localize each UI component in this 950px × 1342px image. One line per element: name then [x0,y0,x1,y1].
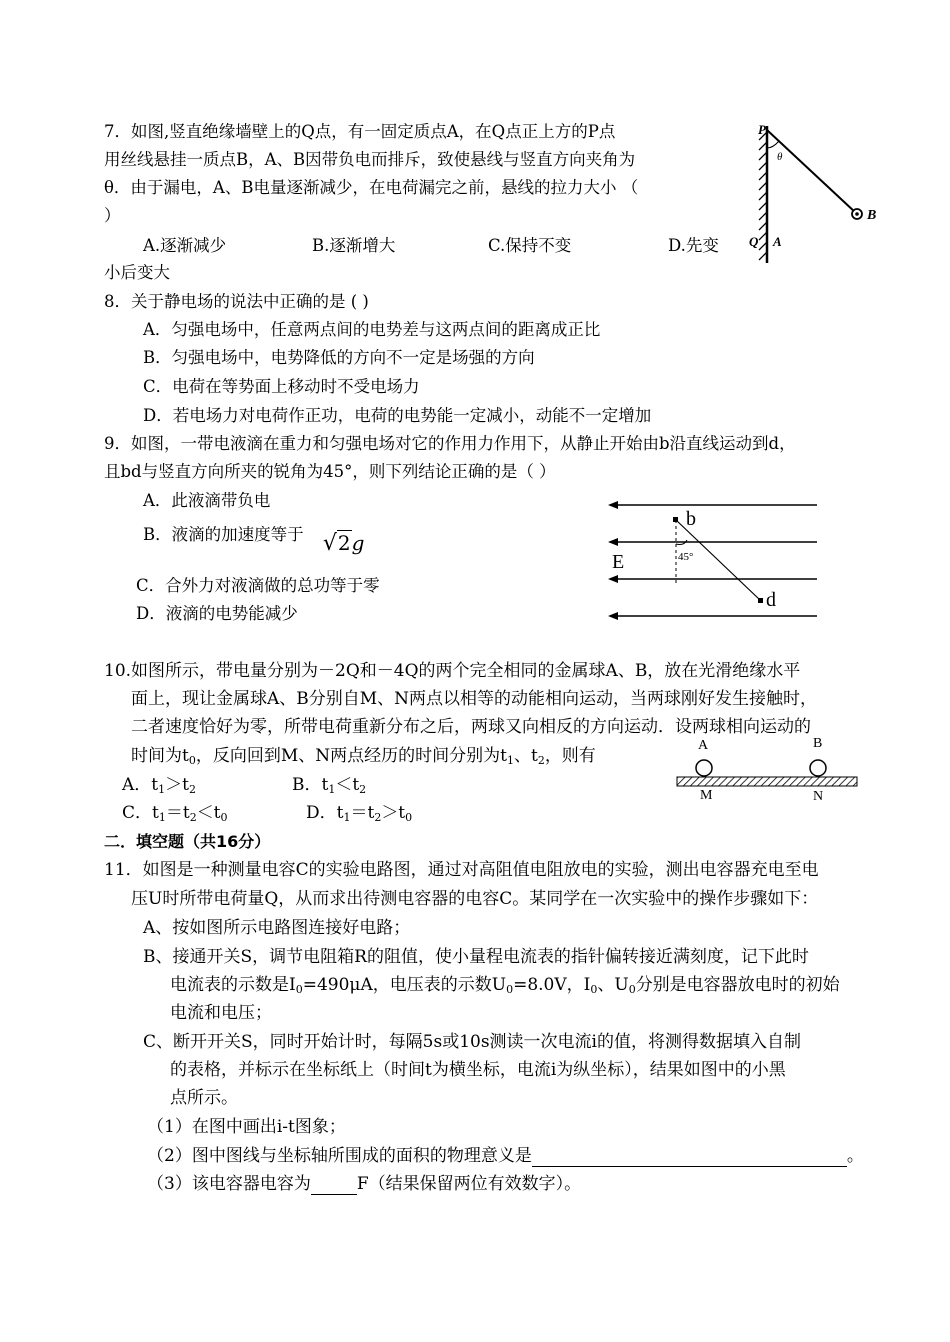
q10-opt-d-pre: D．t [306,803,344,823]
q10-line-1: 10.如图所示，带电量分别为－2Q和－4Q的两个完全相同的金属球A、B，放在光滑绝缘水平 [104,661,801,681]
q11-step-b-2-c: =8.0V，I [513,975,591,995]
q9-line-2: 且bd与竖直方向所夹的锐角为45°，则下列结论正确的是（ ） [104,462,556,481]
q7-line-2: 用丝线悬挂一质点B，A、B因带负电而排斥，致使悬线与竖直方向夹角为 [104,150,636,169]
q11-step-b-2-e: 分别是电容器放电时的初始 [635,975,840,995]
q10-line-4-b: ，反向回到M、N两点经历的时间分别为t [195,746,507,766]
sqrt-sign-icon: √ [322,531,337,556]
q9-label-angle: 45° [678,551,694,563]
q11-step-b-2-a: 电流表的示数是I [170,975,296,995]
q7-line-3: θ．由于漏电，A、B电量逐渐减少，在电荷漏完之前，悬线的拉力大小 （ [104,178,639,197]
q10-label-b: B [813,736,823,751]
q9-option-d: D．液滴的电势能减少 [136,604,298,623]
q10-opt-d-mid: ＝t [350,803,375,823]
q10-option-a [122,774,196,801]
q9-sqrt-radicand: 2 [337,531,351,555]
q7-label-a: A [773,234,782,249]
q10-opt-d-rel: ＞t [381,803,406,823]
q10-line-4 [131,745,596,772]
q11-step-b-2-d: 、U [597,975,629,995]
section-2-title: 二．填空题（共16分） [104,832,271,851]
q9-line-1: 9．如图，一带电液滴在重力和匀强电场对它的作用力作用下，从静止开始由b沿直线运动到d， [104,434,796,453]
q11-sub-i0: 0 [295,983,303,996]
q11-sub-i0b: 0 [590,983,598,996]
q10-opt-b-sub1: 1 [328,783,336,796]
q8-stem: 8．关于静电场的说法中正确的是 ( ) [104,292,369,311]
q9-option-b-text: B．液滴的加速度等于 [143,525,304,544]
q11-answer-blank-3[interactable] [311,1176,357,1195]
q10-opt-d-sub2: 2 [374,811,382,824]
q10-opt-c-sub1: 1 [158,811,166,824]
q11-sub-question-1: （1）在图中画出i-t图象； [147,1117,346,1137]
q7-line-1: 7．如图,竖直绝缘墙壁上的Q点，有一固定质点A，在Q点正上方的P点 [104,122,616,141]
q10-opt-c-sub0: 0 [220,811,228,824]
q10-line-2: 面上，现让金属球A、B分别自M、N两点以相等的动能相向运动，当两球刚好发生接触时， [131,689,818,709]
q7-label-b: B [867,208,877,223]
q11-sub-3-b: F（结果保留两位有效数字）。 [356,1174,582,1194]
q9-label-d: d [766,589,776,611]
q11-answer-blank-2[interactable] [532,1148,847,1167]
q10-option-d [306,802,412,829]
q7-option-d: D.先变 [668,236,719,255]
q8-option-a: A．匀强电场中，任意两点间的电势差与这两点间的距离成正比 [143,320,601,339]
q10-option-c [122,802,228,829]
q9-label-b: b [686,508,696,530]
q10-opt-b-rel: ＜t [335,775,360,795]
q7-label-p: P [758,122,766,137]
q11-sub-question-2 [147,1145,864,1167]
q11-step-b-3: 电流和电压； [170,1003,272,1023]
q10-opt-b-sub2: 2 [359,783,367,796]
q10-label-m: M [700,788,713,803]
q11-step-c-1: C、断开开关S，同时开始计时，每隔5s或10s测读一次电流i的值，将测得数据填入自制 [143,1032,801,1052]
q10-sub-0: 0 [188,754,196,767]
q9-option-a: A．此液滴带负电 [143,491,271,510]
q9-field-figure [600,490,825,630]
q7-option-a: A.逐渐减少 [143,236,227,255]
q11-sub-2-text: （2）图中图线与坐标轴所围成的面积的物理意义是 [147,1146,532,1166]
q11-sub-2-end: 。 [846,1146,864,1166]
q7-label-theta: θ [777,151,783,163]
q10-opt-c-rel: ＜t [196,803,221,823]
q11-step-b-2 [170,974,840,1001]
q10-balls-figure [672,733,862,805]
q10-opt-a-sub2: 2 [188,783,196,796]
q11-sub-3-a: （3）该电容器电容为 [147,1174,311,1194]
q11-step-b-2-b: =490μA，电压表的示数U [302,975,507,995]
q9-sqrt-var: g [351,531,365,555]
q9-option-c: C．合外力对液滴做的总功等于零 [136,576,380,595]
q11-step-b-1: B、接通开关S，调节电阻箱R的阻值，使小量程电流表的指针偏转接近满刻度，记下此时 [143,947,809,967]
q11-sub-u0b: 0 [628,983,636,996]
q9-sqrt-formula [323,532,365,555]
q8-option-d: D．若电场力对电荷作正功，电荷的电势能一定减小，动能不一定增加 [143,406,652,425]
q10-opt-d-sub1: 1 [343,811,351,824]
q10-option-b [292,774,366,801]
q10-line-4-c: 、t [513,746,538,766]
q11-step-a: A、按如图所示电路图连接好电路； [143,918,411,938]
q11-step-c-2: 的表格，并标示在坐标纸上（时间t为横坐标，电流i为纵坐标），结果如图中的小黑 [170,1060,786,1080]
q9-label-e: E [612,551,625,573]
q10-line-4-a: 时间为t [131,746,189,766]
q8-option-c: C．电荷在等势面上移动时不受电场力 [143,377,420,396]
q7-option-d-tail: 小后变大 [104,263,170,282]
q9-option-b [143,522,365,556]
q7-label-q: Q [749,234,759,249]
q10-label-n: N [813,789,824,804]
q10-opt-a-pre: A．t [122,775,159,795]
q10-opt-c-pre: C．t [122,803,159,823]
q10-sub-1: 1 [506,754,514,767]
q11-line-1: 11．如图是一种测量电容C的实验电路图，通过对高阻值电阻放电的实验，测出电容器充电至电 [104,860,819,880]
q10-line-3: 二者速度恰好为零，所带电荷重新分布之后，两球又向相反的方向运动．设两球相向运动的 [131,717,811,737]
q11-step-c-3: 点所示。 [170,1088,238,1108]
q11-sub-question-3 [147,1173,581,1195]
q7-wall-figure [745,118,895,270]
q7-line-4: ） [104,206,121,225]
q11-line-2: 压U时所带电荷量Q，从而求出待测电容器的电容C。某同学在一次实验中的操作步骤如下： [131,889,819,909]
q10-opt-b-pre: B．t [292,775,329,795]
q10-opt-a-sub1: 1 [158,783,166,796]
q10-label-a: A [698,738,709,753]
q10-opt-c-sub2: 2 [189,811,197,824]
q10-sub-2: 2 [537,754,545,767]
q10-opt-a-rel: ＞t [165,775,189,795]
q7-option-c: C.保持不变 [488,236,572,255]
q8-option-b: B．匀强电场中，电势降低的方向不一定是场强的方向 [143,348,535,367]
q10-line-4-d: ，则有 [544,746,596,766]
q10-opt-d-sub0: 0 [405,811,413,824]
q11-sub-u0: 0 [506,983,514,996]
q10-opt-c-mid: ＝t [165,803,190,823]
q7-option-b: B.逐渐增大 [312,236,396,255]
